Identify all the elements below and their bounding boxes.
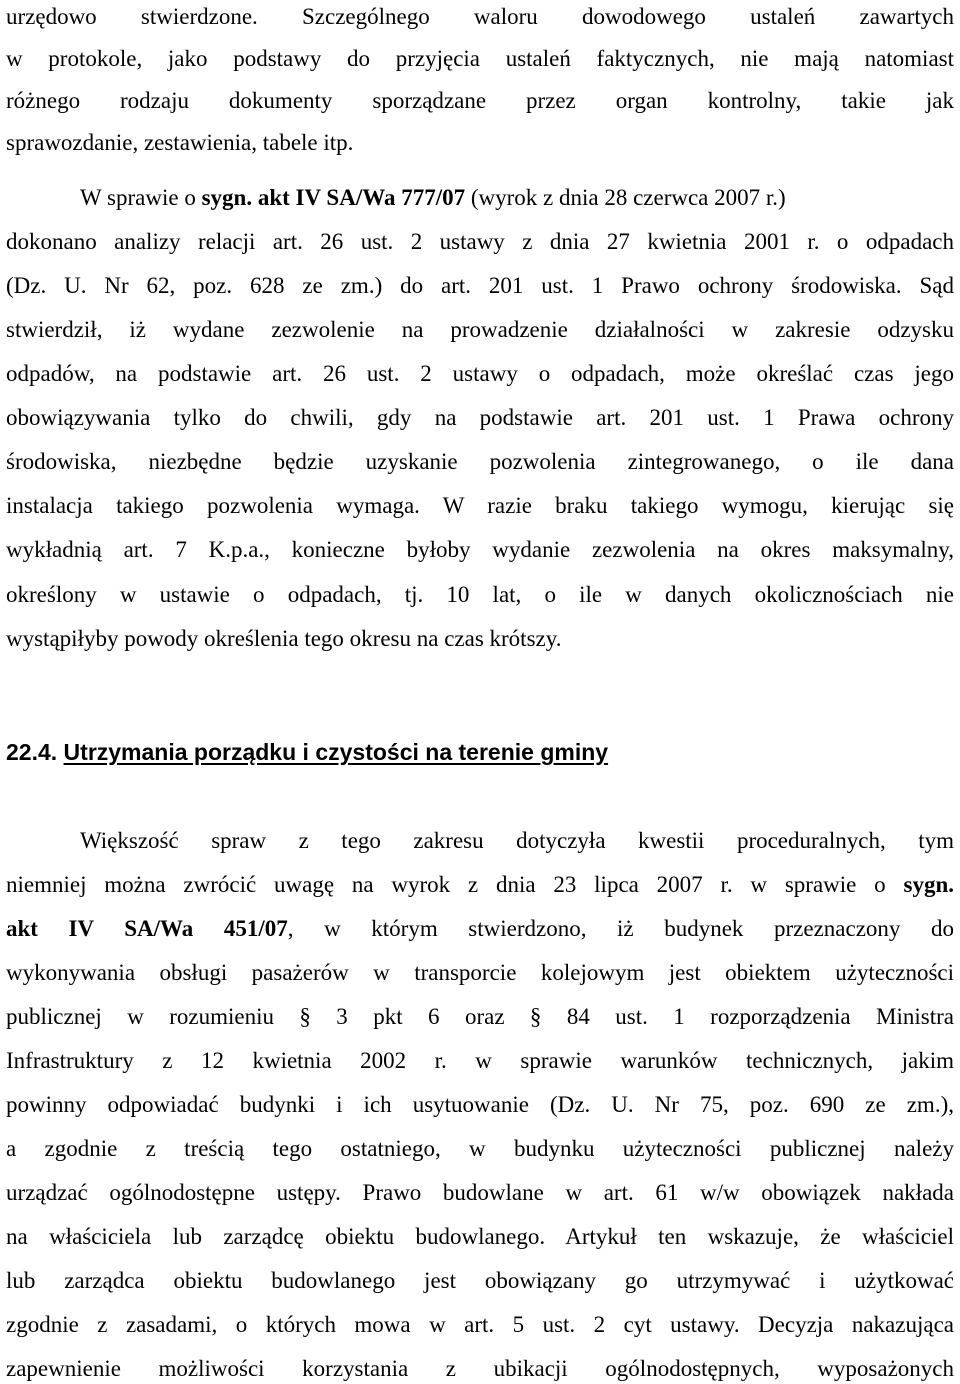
section-number: 22.4. xyxy=(6,739,58,765)
paragraph-3-line-13: zapewnienie możliwości korzystania z ubikacji ogólnodostępnych, wyposażonych xyxy=(6,1356,954,1381)
paragraph-2-line-1-suffix: (wyrok z dnia 28 czerwca 2007 r.) xyxy=(465,185,786,210)
paragraph-2-line-9: wykładnią art. 7 K.p.a., konieczne byłoby wydanie zezwolenia na okres maksymalny, xyxy=(6,537,954,562)
paragraph-2-line-8: instalacja takiego pozwolenia wymaga. W razie braku takiego wymogu, kierując się xyxy=(6,493,954,518)
paragraph-3-line-8: a zgodnie z treścią tego ostatniego, w budynku użyteczności publicznej należy xyxy=(6,1136,954,1161)
paragraph-3-line-5: publicznej w rozumieniu § 3 pkt 6 oraz § 84 ust. 1 rozporządzenia Ministra xyxy=(6,1004,954,1029)
paragraph-3-line-2 xyxy=(6,870,954,900)
paragraph-1-line-1: urzędowo stwierdzone. Szczególnego waloru dowodowego ustaleń zawartych xyxy=(6,4,954,29)
paragraph-3-line-2-text: niemniej można zwrócić uwagę na wyrok z dnia 23 lipca 2007 r. w sprawie o xyxy=(6,872,904,897)
paragraph-3-line-9: urządzać ogólnodostępne ustępy. Prawo budowlane w art. 61 w/w obowiązek nakłada xyxy=(6,1180,954,1205)
paragraph-2-line-5: odpadów, na podstawie art. 26 ust. 2 ustawy o odpadach, może określać czas jego xyxy=(6,361,954,386)
paragraph-3-line-7: powinny odpowiadać budynki i ich usytuowanie (Dz. U. Nr 75, poz. 690 ze zm.), xyxy=(6,1092,954,1117)
case-reference-777: sygn. akt IV SA/Wa 777/07 xyxy=(201,185,466,210)
case-reference-451: akt IV SA/Wa 451/07 xyxy=(6,916,288,941)
section-title: Utrzymania porządku i czystości na terenie gminy xyxy=(63,739,609,765)
paragraph-3-line-3 xyxy=(6,914,954,944)
paragraph-3-line-4: wykonywania obsługi pasażerów w transporcie kolejowym jest obiektem użyteczności xyxy=(6,960,954,985)
paragraph-3-line-10: na właściciela lub zarządcę obiektu budowlanego. Artykuł ten wskazuje, że właściciel xyxy=(6,1224,954,1249)
paragraph-3-line-3-text: , w którym stwierdzono, iż budynek przeznaczony do xyxy=(287,916,954,941)
paragraph-2-line-10: określony w ustawie o odpadach, tj. 10 lat, o ile w danych okolicznościach nie xyxy=(6,582,954,607)
paragraph-2-line-2: dokonano analizy relacji art. 26 ust. 2 ustawy z dnia 27 kwietnia 2001 r. o odpadach xyxy=(6,229,954,254)
paragraph-3-line-6: Infrastruktury z 12 kwietnia 2002 r. w sprawie warunków technicznych, jakim xyxy=(6,1048,954,1073)
paragraph-3-line-11: lub zarządca obiektu budowlanego jest obowiązany go utrzymywać i użytkować xyxy=(6,1268,954,1293)
case-reference-sygn: sygn. xyxy=(903,872,954,897)
paragraph-1-line-2: w protokole, jako podstawy do przyjęcia ustaleń faktycznych, nie mają natomiast xyxy=(6,46,954,71)
paragraph-2-line-7: środowiska, niezbędne będzie uzyskanie pozwolenia zintegrowanego, o ile dana xyxy=(6,449,954,474)
paragraph-2-line-1 xyxy=(80,183,954,213)
section-heading xyxy=(6,737,608,767)
paragraph-1-line-4: sprawozdanie, zestawienia, tabele itp. xyxy=(6,130,354,155)
paragraph-2-line-11: wystąpiłyby powody określenia tego okresu na czas krótszy. xyxy=(6,626,562,651)
paragraph-2-line-6: obowiązywania tylko do chwili, gdy na podstawie art. 201 ust. 1 Prawa ochrony xyxy=(6,405,954,430)
paragraph-3-line-1: Większość spraw z tego zakresu dotyczyła kwestii proceduralnych, tym xyxy=(80,828,954,853)
paragraph-2-line-1-prefix: W sprawie o xyxy=(80,185,202,210)
paragraph-1-line-3: różnego rodzaju dokumenty sporządzane przez organ kontrolny, takie jak xyxy=(6,88,954,113)
paragraph-2-line-4: stwierdził, iż wydane zezwolenie na prowadzenie działalności w zakresie odzysku xyxy=(6,317,954,342)
paragraph-3-line-12: zgodnie z zasadami, o których mowa w art. 5 ust. 2 cyt ustawy. Decyzja nakazująca xyxy=(6,1312,954,1337)
paragraph-2-line-3: (Dz. U. Nr 62, poz. 628 ze zm.) do art. 201 ust. 1 Prawo ochrony środowiska. Sąd xyxy=(6,273,954,298)
